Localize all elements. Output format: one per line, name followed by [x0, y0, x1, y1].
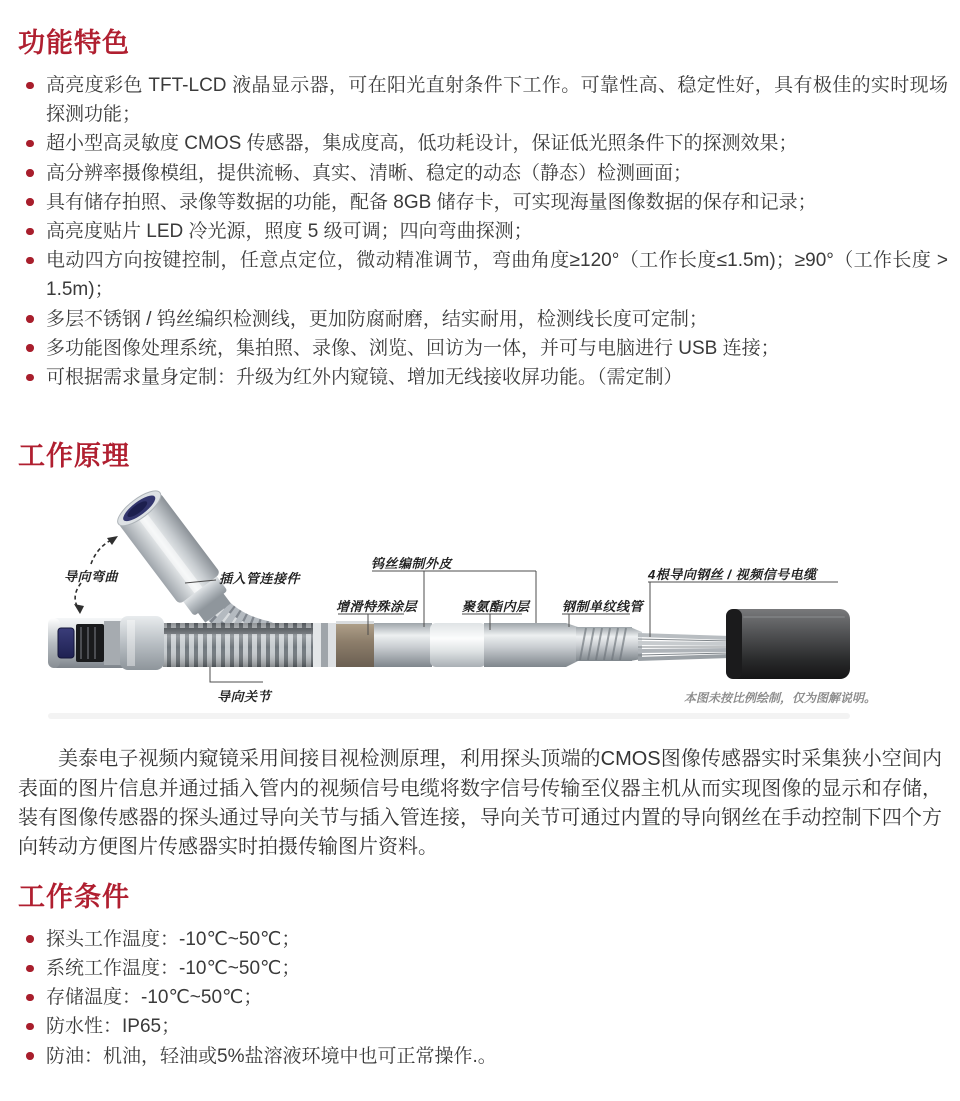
condition-item: 探头工作温度：-10℃~50℃； — [46, 925, 948, 954]
features-list — [18, 71, 948, 392]
diagram-scale-note: 本图未按比例绘制，仅为图解说明。 — [684, 691, 877, 706]
diagram-bottom-strip — [48, 713, 850, 719]
guide-wires — [638, 635, 730, 659]
feature-item: 高亮度贴片 LED 冷光源，照度 5 级可调；四向弯曲探测； — [46, 217, 948, 246]
label-pu-inner-layer: 聚氨酯内层 — [462, 599, 530, 615]
condition-item: 防水性：IP65； — [46, 1012, 948, 1041]
feature-item: 高分辨率摄像模组，提供流畅、真实、清晰、稳定的动态（静态）检测画面； — [46, 159, 948, 188]
camera-lens — [58, 628, 74, 658]
feature-item: 具有储存拍照、录像等数据的功能，配备 8GB 储存卡，可实现海量图像数据的保存和记录； — [46, 188, 948, 217]
bent-probe-tip — [113, 485, 239, 629]
label-guide-bend: 导向弯曲 — [64, 569, 119, 585]
condition-item: 防油：机油，轻油或5%盐溶液环境中也可正常操作.。 — [46, 1042, 948, 1071]
condition-item: 系统工作温度：-10℃~50℃； — [46, 954, 948, 983]
feature-item: 电动四方向按键控制，任意点定位，微动精准调节，弯曲角度≥120°（工作长度≤1.5m)；≥90°（工作长度 > 1.5m)； — [46, 246, 948, 304]
label-guide-joint: 导向关节 — [217, 689, 272, 705]
label-tube-connector: 插入管连接件 — [219, 571, 301, 587]
steel-coil-section — [576, 627, 642, 661]
feature-item: 可根据需求量身定制：升级为红外内窥镜、增加无线接收屏功能。（需定制） — [46, 363, 948, 392]
label-steel-strand-tube: 钢制单纹线管 — [562, 599, 644, 615]
connector-rings — [313, 623, 336, 667]
conditions-list — [18, 925, 948, 1071]
label-guide-wires-cable: 4根导向钢丝 / 视频信号电缆 — [648, 567, 817, 583]
feature-item: 多功能图像处理系统，集拍照、录像、浏览、回访为一体，并可与电脑进行 USB 连接； — [46, 334, 948, 363]
condition-item: 存储温度：-10℃~50℃； — [46, 983, 948, 1012]
endoscope-diagram — [0, 477, 960, 723]
section-title-principle: 工作原理 — [18, 441, 130, 472]
articulation-section — [163, 623, 315, 667]
feature-item: 多层不锈钢 / 钨丝编织检测线，更加防腐耐磨，结实耐用，检测线长度可定制； — [46, 305, 948, 334]
feature-item: 超小型高灵敏度 CMOS 传感器，集成度高，低功耗设计，保证低光照条件下的探测效果； — [46, 129, 948, 158]
probe-head — [48, 616, 164, 670]
feature-item: 高亮度彩色 TFT-LCD 液晶显示器，可在阳光直射条件下工作。可靠性高、稳定性好，具有极佳的实时现场探测功能； — [46, 71, 948, 129]
label-slip-coating: 增滑特殊涂层 — [336, 599, 418, 615]
insertion-tube — [374, 623, 578, 667]
video-cable — [726, 609, 850, 679]
principle-paragraph: 美泰电子视频内窥镜采用间接目视检测原理，利用探头顶端的CMOS图像传感器实时采集狭小空间内表面的图片信息并通过插入管内的视频信号电缆将数字信号传输至仪器主机从而实现图像的显示和存储，装有图像传感器的探头通过导向关节与插入管连接，导向关节可通过内置的导向钢丝在手动控制下四个方向转动方便图片传感器实时拍摄传输图片资料。 — [18, 748, 942, 859]
label-tungsten-sheath: 钨丝编制外皮 — [371, 556, 453, 572]
section-title-features: 功能特色 — [18, 28, 130, 58]
section-title-conditions: 工作条件 — [18, 881, 130, 912]
